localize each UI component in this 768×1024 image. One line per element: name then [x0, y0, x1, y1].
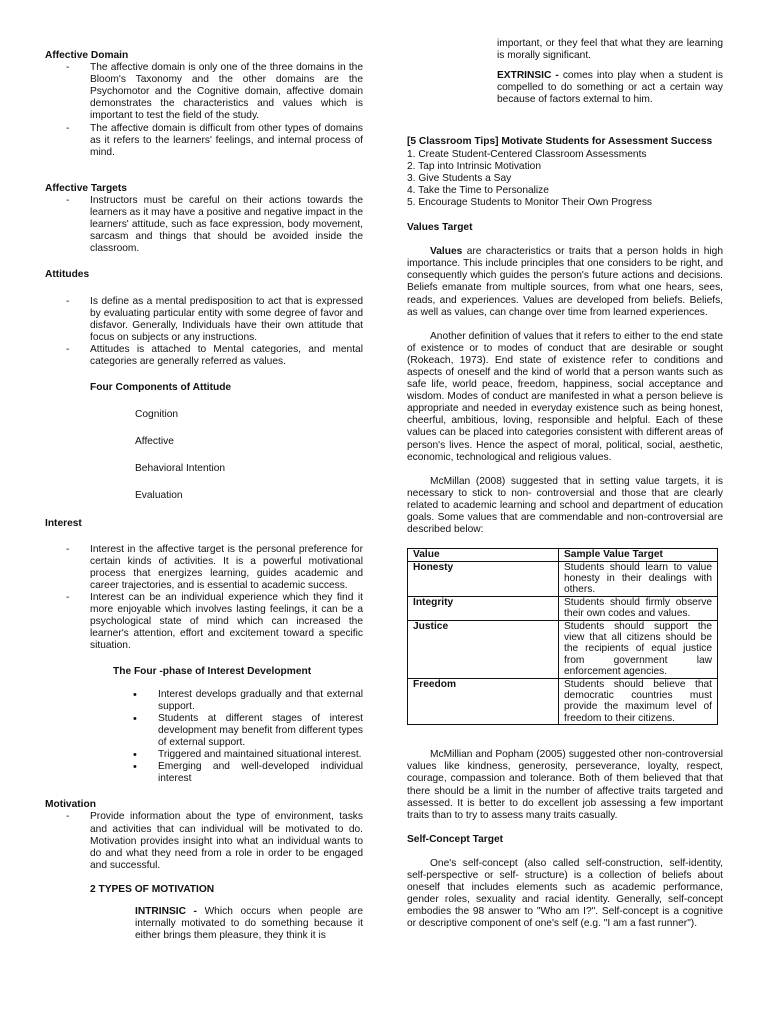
table-cell: Honesty	[408, 561, 559, 596]
table-row	[408, 561, 718, 596]
list-item: • Emerging and well-developed individual interest	[133, 761, 363, 785]
phases-heading: The Four -phase of Interest Development	[113, 666, 312, 678]
left-column	[45, 50, 363, 942]
components-heading: Four Components of Attitude	[90, 382, 232, 394]
self-concept-heading: Self-Concept Target	[407, 833, 504, 845]
values-paragraph: McMillian and Popham (2005) suggested other non-controversial values like kindness, generosity, perseverance, loyalty, respect, courage, compassion and tolerance. Both of them believed that that there should be a limit in the number of affective traits targeted and assessed. It is better to do excellent job assessing a few important traits than to try to assess many traits casually.	[407, 749, 723, 821]
component-item: Behavioral Intention	[135, 463, 226, 475]
component-item: Cognition	[135, 409, 179, 421]
extrinsic-paragraph: EXTRINSIC - comes into play when a student is compelled to do something or act a certain way because of factors external to him.	[497, 70, 723, 106]
list-item: - Is define as a mental predisposition to act that is expressed by evaluating particular entity with some degree of favor and disfavor. Generally, Individuals have their own attitude that focus on subjects or any instructions.	[66, 295, 363, 343]
list-item: - The affective domain is difficult from other types of domains as it refers to the learners' feelings, and internal process of mind.	[66, 122, 363, 158]
tip-item: 2. Tap into Intrinsic Motivation	[407, 160, 542, 172]
intrinsic-continued: important, or they feel that what they are learning is morally significant.	[497, 38, 723, 62]
tips-heading: [5 Classroom Tips] Motivate Students for Assessment Success	[407, 136, 713, 148]
values-paragraph: Another definition of values that it refers to either to the end state of existence or to modes of conduct that are desirable or sought (Rokeach, 1973). End state of existence refer to conditions and aspects of oneself and the kind of world that a person wants such as safe life, world peace, freedom, happiness, social acceptance and wisdom. Modes of conduct are manifested in what a person believe is appropriate and needed in everyday existence such as being honest, cheerful, ambitious, loving, responsible and helpful. Each of these values can be placed into categories consistent with different areas of person's lives. Hence the aspect of moral, political, social, aesthetic, economic, technological and religious values.	[407, 330, 723, 463]
motivation-types-heading: 2 TYPES OF MOTIVATION	[90, 883, 215, 895]
values-heading: Values Target	[407, 222, 473, 234]
list-item: - Attitudes is attached to Mental categories, and mental categories are generally referred as values.	[66, 343, 363, 367]
table-header: Sample Value Target	[559, 549, 718, 561]
table-row	[408, 620, 718, 678]
table-row	[408, 596, 718, 620]
affective-domain-heading: Affective Domain	[45, 50, 129, 61]
right-column	[407, 38, 723, 931]
tip-item: 1. Create Student-Centered Classroom Assessments	[407, 148, 647, 160]
table-row	[408, 678, 718, 725]
table-cell: Students should support the view that all citizens should be the recipients of equal justice from government law enforcement agencies.	[559, 620, 718, 678]
self-concept-paragraph: One's self-concept (also called self-construction, self-identity, self-perspective or self- structure) is a collection of beliefs about oneself that includes elements such as academic performance, gender roles, sexuality and racial identity. Generally, self-concept embodies the 98 answer to "Who am I?". Self-concept is a cognitive or descriptive component of one's self (e.g. "I am a fast runner").	[407, 857, 723, 930]
list-item: - Interest in the affective target is the personal preference for certain kinds of activities. It is a powerful motivational process that energizes learning, guides academic and career trajectories, and is essential to academic success.	[66, 543, 363, 591]
values-paragraph: McMillan (2008) suggested that in setting value targets, it is necessary to stick to non- controversial and those that are clearly related to academic learning and school and department of education goals. Some values that are commendable and non-controversial are described below:	[407, 475, 723, 536]
list-item: - Instructors must be careful on their actions towards the learners as it may have a positive and negative impact in the learners' attitude, such as face expression, body movement, sarcasm and things that should be avoided inside the classroom.	[66, 194, 363, 255]
values-paragraph: Values are characteristics or traits that a person holds in high importance. This include principles that one considers to be right, and consequently which guides the person's future actions and decisions. Beliefs emanate from multiple sources, from what one hears, sees, reads, and experiences. Values are developed from beliefs. Beliefs, as well as values, can change over time from learned experiences.	[407, 246, 723, 318]
affective-targets-heading: Affective Targets	[45, 182, 127, 194]
table-cell: Integrity	[408, 596, 559, 620]
table-cell: Justice	[408, 620, 559, 678]
interest-heading: Interest	[45, 517, 82, 529]
list-item: • Interest develops gradually and that external support.	[133, 688, 363, 712]
list-item: • Triggered and maintained situational interest.	[133, 749, 362, 762]
table-cell: Students should firmly observe their own codes and values.	[559, 596, 718, 620]
motivation-heading: Motivation	[45, 799, 96, 811]
intrinsic-paragraph: INTRINSIC - Which occurs when people are internally motivated to do something because it either brings them pleasure, they think it is	[135, 905, 363, 942]
table-cell: Freedom	[408, 678, 559, 725]
tip-item: 3. Give Students a Say	[407, 172, 512, 184]
intrinsic-label: INTRINSIC -	[135, 905, 197, 917]
component-item: Affective	[135, 436, 174, 448]
list-item: - Provide information about the type of environment, tasks and activities that can individual will be motivated to do. Motivation provides insight into what an individual wants to do and what they need from a role in order to be engaged and successful.	[66, 811, 363, 871]
table-header-row	[408, 549, 718, 561]
extrinsic-label: EXTRINSIC -	[497, 70, 559, 82]
table-cell: Students should believe that democratic countries must provide the maximum level of freedom to their citizens.	[559, 678, 718, 725]
tip-item: 5. Encourage Students to Monitor Their Own Progress	[407, 196, 653, 208]
table-cell: Students should learn to value honesty in their dealings with others.	[559, 561, 718, 596]
list-item: - The affective domain is only one of the three domains in the Bloom's Taxonomy and the other domains are the Psychomotor and the Cognitive domain, affective domain demonstrates the characteristics and values which is important to test the field of the study.	[66, 62, 363, 122]
table-header: Value	[408, 549, 559, 561]
list-item: - Interest can be an individual experience which they find it more enjoyable which involves lasting feelings, it can be a psychological state of mind which can increased the learner's attention, effort and excitement toward a specific situation.	[66, 592, 363, 652]
value-table	[407, 548, 718, 725]
list-item: • Students at different stages of interest development may benefit from different types of external support.	[133, 712, 363, 748]
tip-item: 4. Take the Time to Personalize	[407, 184, 549, 196]
attitudes-heading: Attitudes	[45, 269, 90, 281]
component-item: Evaluation	[135, 490, 183, 502]
